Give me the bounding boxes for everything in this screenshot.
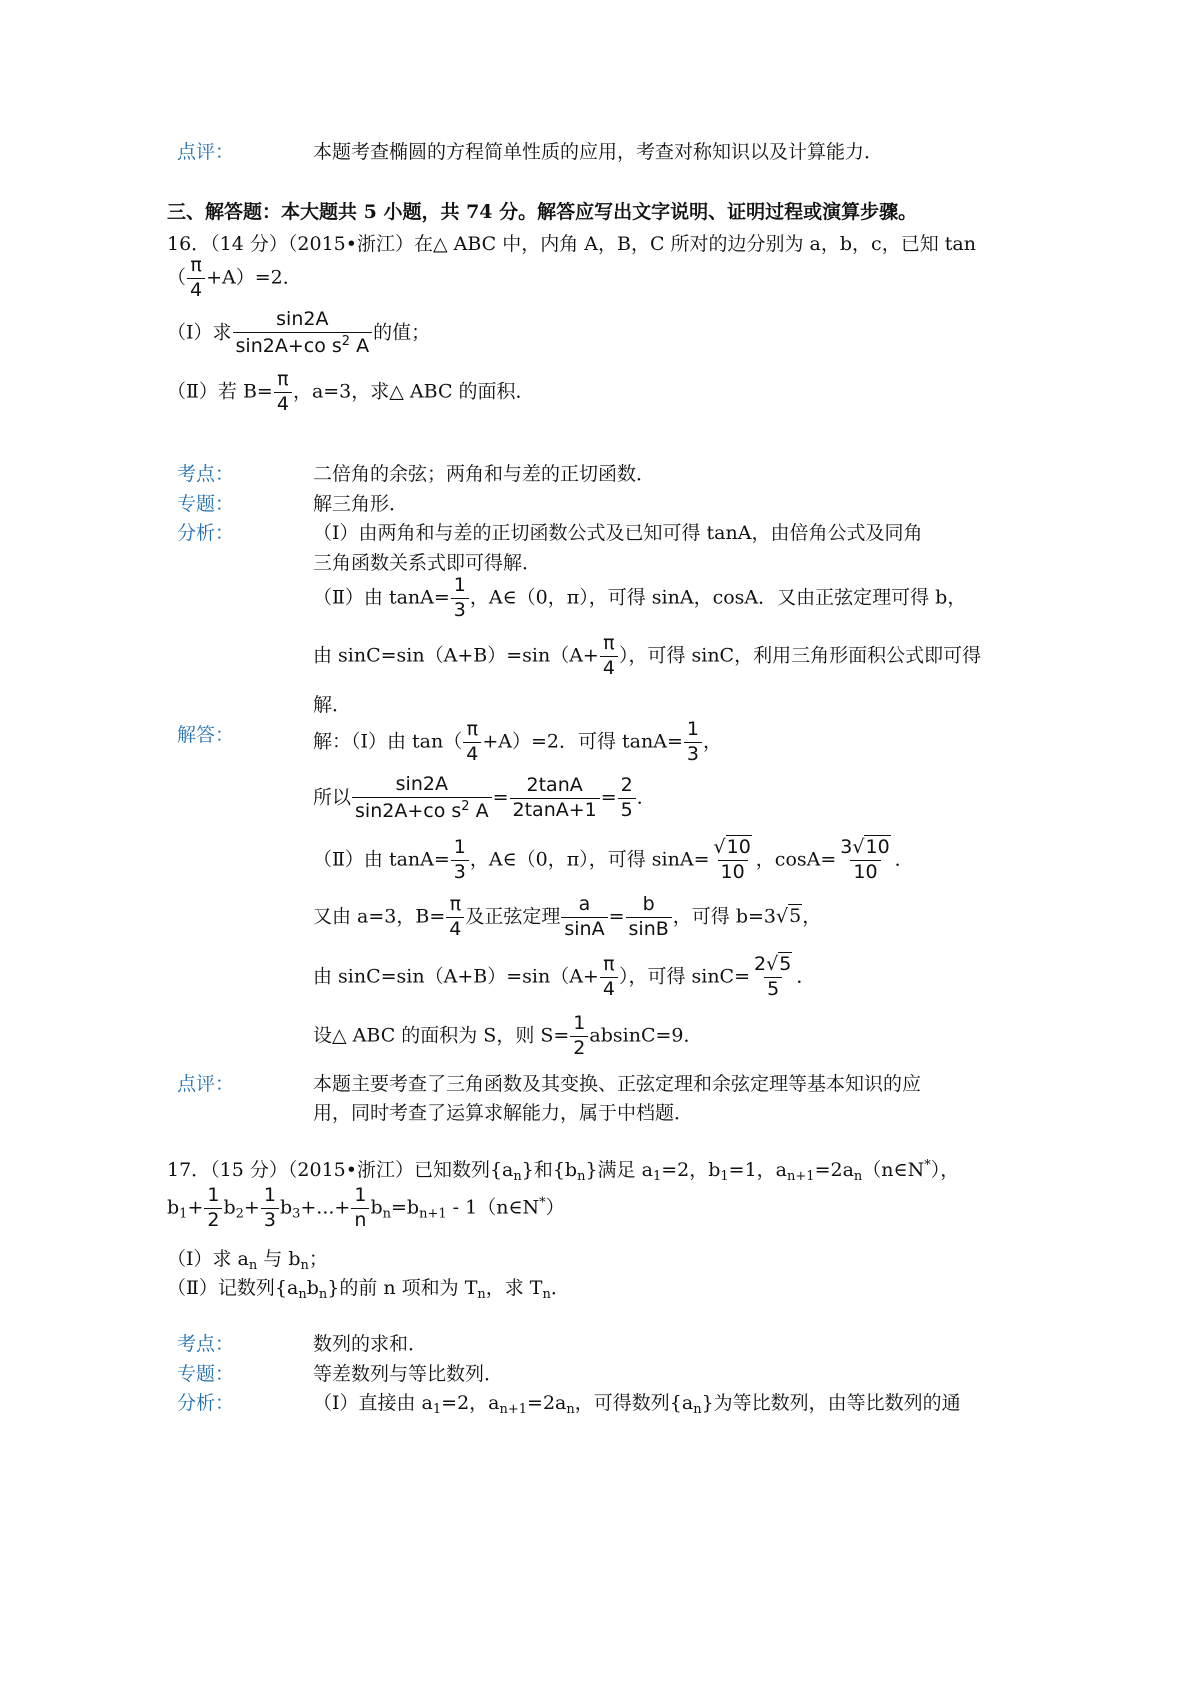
fraction-sinA-value: $\frac{√10}{10}$	[713, 836, 751, 883]
fraction-one-half: $\frac{1}{2}$	[570, 1014, 588, 1059]
q16-fenxi-2a	[313, 576, 966, 621]
q17-zhuanti: 等差数列与等比数列．	[313, 1363, 504, 1385]
fraction-pi-over-4: $\frac{\pi}{4}$	[446, 895, 464, 940]
fraction-pi-over-4: $\frac{\pi}{4}$	[600, 634, 618, 679]
fraction-one-third: $\frac{1}{3}$	[684, 720, 702, 765]
zhuanti-label: 专题：	[177, 1363, 235, 1385]
q16-comment-b: 用，同时考查了运算求解能力，属于中档题．	[313, 1102, 694, 1124]
fraction-pi-over-4: $\frac{\pi}{4}$	[274, 370, 292, 415]
fraction-one-half: $\frac{1}{2}$	[204, 1186, 222, 1231]
text: ，可得 b=3	[672, 905, 776, 928]
q17-fenxi: （Ⅰ）直接由 $a_1=2$，$a_{n+1}=2a_n$，可得数列$\{a_n\}$为等比数列，由等比数列的通	[313, 1392, 961, 1417]
q16-part2	[167, 370, 535, 415]
text: +A）=2．	[206, 266, 302, 289]
text: 由 sinC=sin（A+B）=sin（A+	[313, 965, 599, 988]
text: （Ⅱ）由 tanA=	[313, 848, 450, 871]
q16-zhuanti: 解三角形．	[313, 493, 409, 515]
fraction-one-over-n: $\frac{1}{n}$	[351, 1186, 369, 1231]
fraction-b-over-sinB: $\frac{b}{\sin B}$	[626, 895, 672, 940]
fraction-pi-over-4: $\frac{\pi}{4}$	[187, 256, 205, 301]
q17-kaodian: 数列的求和．	[313, 1333, 428, 1355]
text: ，	[702, 730, 722, 753]
text: ），可得 sinC，利用三角形面积公式即可得	[618, 644, 982, 667]
q16-comment-a: 本题主要考查了三角函数及其变换、正弦定理和余弦定理等基本知识的应	[313, 1073, 922, 1095]
q16-part1	[167, 310, 430, 357]
text: ，A∈（0，π），可得 sinA=	[469, 848, 710, 871]
q16-fenxi-1b: 三角函数关系式即可得解．	[313, 552, 542, 574]
q16-sol-5: 由 sinC=sin（A+B）=sin（A+ $\frac{\pi}{4}$ ），可得 sinC= $\frac{2√5}{5}$ ．	[313, 953, 816, 1000]
q16-sol-1	[313, 720, 722, 765]
fraction-one-third: $\frac{1}{3}$	[451, 838, 469, 883]
fraction-one-third: $\frac{1}{3}$	[261, 1186, 279, 1231]
fraction-sinC-value: $\frac{2√5}{5}$	[754, 953, 792, 1000]
kaodian-label: 考点：	[177, 1333, 235, 1355]
text: 又由 a=3，B=	[313, 905, 446, 928]
fraction-cosA-value: $\frac{3√10}{10}$	[840, 836, 890, 883]
fraction-sin2A-expr: $\frac{\sin 2A}{\sin 2A+co s^2 A}$	[352, 775, 492, 822]
fraction-pi-over-4: $\frac{\pi}{4}$	[600, 955, 618, 1000]
fraction-sin2A-expr: $\frac{\sin 2A}{\sin 2A+co s^2 A}$	[233, 310, 373, 357]
text: +A）=2．可得 tanA=	[482, 730, 683, 753]
jieda-label: 解答：	[177, 724, 235, 746]
comment-label: 点评：	[177, 1073, 235, 1095]
text: ，a=3，求△ ABC 的面积．	[292, 380, 535, 403]
text: 由 sinC=sin（A+B）=sin（A+	[313, 644, 599, 667]
q17-part2: （Ⅱ）记数列$\{a_nb_n\}$的前 n 项和为 $T_n$，求 $T_n$．	[167, 1277, 570, 1302]
text: 所以	[313, 786, 352, 809]
comment-label: 点评：	[177, 141, 235, 163]
text: absinC=9．	[589, 1024, 703, 1047]
zhuanti-label: 专题：	[177, 493, 235, 515]
q17-stem-line1: 17．（15 分）（2015•浙江）已知数列$\{a_n\}$和$\{b_n\}$满足 $a_1=2$，$b_1=1$，$a_{n+1}=2a_n(n\in N^*)$，	[167, 1158, 960, 1184]
text: （	[167, 266, 187, 289]
text: ，A∈（0，π），可得 sinA，cosA．又由正弦定理可得 b，	[469, 586, 967, 609]
q16-kaodian: 二倍角的余弦；两角和与差的正切函数．	[313, 463, 656, 485]
q16-fenxi-1a: （Ⅰ）由两角和与差的正切函数公式及已知可得 tanA，由倍角公式及同角	[313, 522, 923, 544]
q16-stem-line1: 16．（14 分）（2015•浙江）在△ ABC 中，内角 A，B，C 所对的边分别为 a，b，c，已知 tan	[167, 233, 976, 255]
text: ），可得 sinC=	[618, 965, 751, 988]
text: （Ⅰ）求	[167, 321, 232, 344]
text: （Ⅱ）若 B=	[167, 380, 273, 403]
q17-stem-line2: $b_1+$ $\frac{1}{2}$ $b_2+$ $\frac{1}{3}$ $b_3+...+$ $\frac{1}{n}$ $b_n=b_{n+1}$ - 1（n∈N*）	[167, 1184, 565, 1231]
radical-5: 5	[789, 905, 802, 928]
fraction-a-over-sinA: $\frac{a}{\sin A}$	[561, 895, 607, 940]
q16-fenxi-2b	[313, 634, 981, 679]
kaodian-label: 考点：	[177, 463, 235, 485]
q17-part1: （Ⅰ）求 $a_n$ 与 $b_n$；	[167, 1248, 328, 1273]
fenxi-label: 分析：	[177, 522, 235, 544]
fenxi-label: 分析：	[177, 1392, 235, 1414]
text: ，cosA=	[755, 848, 837, 871]
q16-sol-4: 又由 a=3，B= $\frac{\pi}{4}$ 及正弦定理 $\frac{a}{\sin A}$ = $\frac{b}{\sin B}$ ，可得 b=3√5，	[313, 893, 822, 940]
fraction-one-third: $\frac{1}{3}$	[451, 576, 469, 621]
q16-stem-line2	[167, 256, 302, 301]
text: 及正弦定理	[465, 905, 561, 928]
fraction-pi-over-4: $\frac{\pi}{4}$	[463, 720, 481, 765]
text: 设△ ABC 的面积为 S，则 S=	[313, 1024, 570, 1047]
fraction-two-fifths: $\frac{2}{5}$	[618, 776, 636, 821]
q16-sol-2: 所以 $\frac{\sin 2A}{\sin 2A+co s^2 A}$ = $\frac{2\tan A}{2\tan A+1}$ = $\frac{2}{5}$ ．	[313, 773, 656, 822]
q16-sol-6	[313, 1014, 703, 1059]
text: 解：（Ⅰ）由 tan（	[313, 730, 463, 753]
q16-fenxi-2c: 解．	[313, 694, 352, 716]
text: （Ⅱ）由 tanA=	[313, 586, 450, 609]
q16-sol-3: （Ⅱ）由 tanA= $\frac{1}{3}$ ，A∈（0，π），可得 sinA= $\frac{√10}{10}$ ，cosA= $\frac{3√10}{10}$ ．	[313, 836, 914, 883]
top-comment-text: 本题考查椭圆的方程简单性质的应用，考查对称知识以及计算能力．	[313, 141, 884, 163]
section-header: 三、解答题：本大题共 5 小题，共 74 分。解答应写出文字说明、证明过程或演算步骤。	[167, 201, 918, 223]
fraction-tanA-expr: $\frac{2\tan A}{2\tan A+1}$	[510, 776, 600, 821]
text: 的值；	[373, 321, 431, 344]
